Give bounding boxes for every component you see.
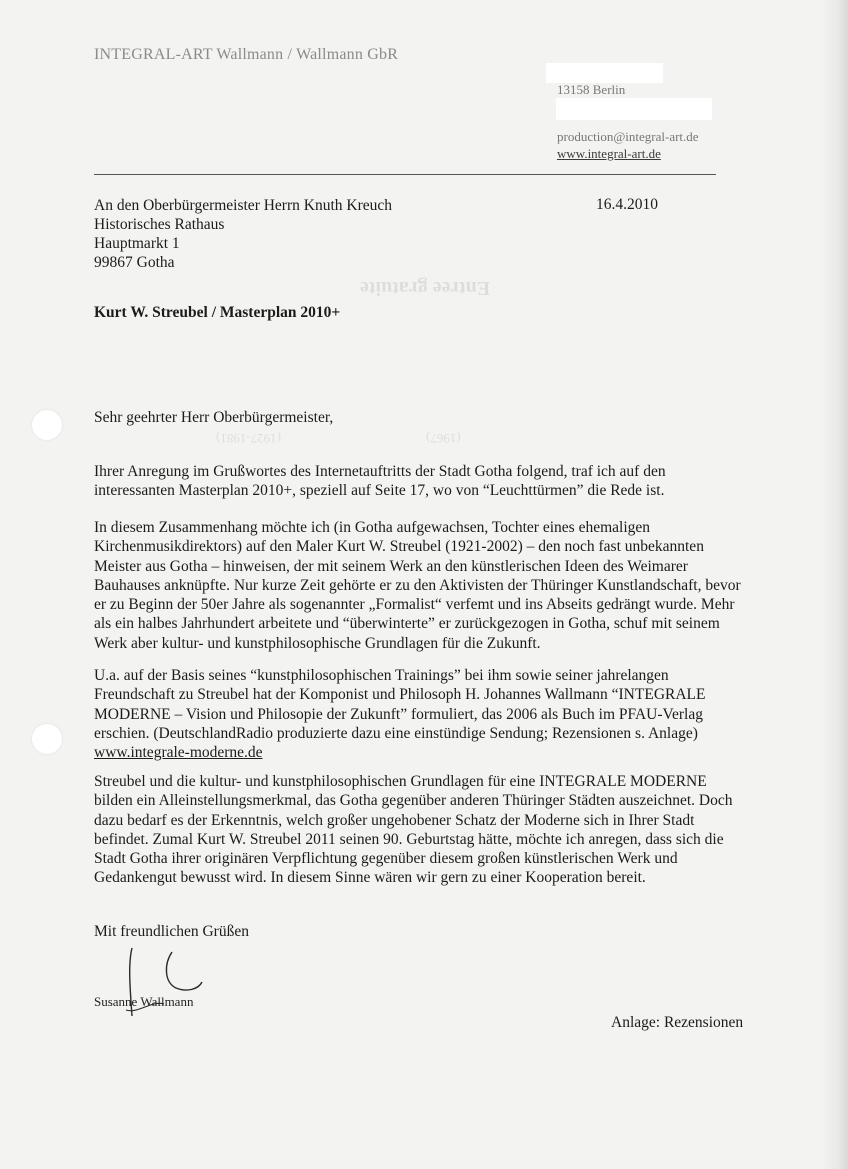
sender-city: 13158 Berlin (557, 82, 626, 97)
header-divider (94, 174, 716, 175)
letterhead-company: INTEGRAL-ART Wallmann / Wallmann GbR (94, 46, 399, 63)
redaction-box-phone (556, 98, 712, 120)
recipient-line: Hauptmarkt 1 (94, 235, 180, 252)
body-paragraph-2: In diesem Zusammenhang möchte ich (in Gotha aufgewachsen, Tochter eines ehemaligen Kirchenmusikdirektors) auf den Maler Kurt W. Streubel (1921-2002) – den noch fast unbekannten Meister aus Gotha – hinweisen, der mit seinem Werk an den künstlerischen Ideen des Weimarer Bauhauses anknüpfte. Nur kurze Zeit gehörte er zu den Aktivisten der Thüringer Kunstlandschaft, bevor er zu Beginn der 50er Jahre als sogenannter „Formalist“ verfemt und ins Abseits gedrängt wurde. Mehr als ein halbes Jahrhundert arbeitete und “überwinterte” er zurückgezogen in Gotha, schuf mit seinem Werk aber kultur- und kunstphilosophische Grundlagen für die Zukunft. (94, 519, 741, 652)
punch-hole-top (32, 410, 62, 440)
body-paragraph-4: Streubel und die kultur- und kunstphilosophischen Grundlagen für eine INTEGRALE MODERNE bilden ein Alleinstellungsmerkmal, das Gotha gegenüber anderen Thüringer Städten auszeichnet. Doch dazu bedarf es der Erkenntnis, welch großer ungehobener Schatz der Moderne sich in Ihrer Stadt befindet. Zumal Kurt W. Streubel 2011 seinen 90. Geburtstag hätte, möchte ich anregen, dass sich die Stadt Gotha ihrer originären Verpflichtung gegenüber diesem großen künstlerischen Werk und Gedankengut bewusst wird. In diesem Sinne wären wir gern zu einer Kooperation bereit. (94, 773, 733, 887)
integrale-moderne-link[interactable]: www.integrale-moderne.de (94, 744, 263, 762)
body-paragraph-3 (94, 666, 744, 762)
bleed-through-years-left: (1927-1981) (216, 431, 281, 446)
recipient-line: An den Oberbürgermeister Herrn Knuth Kreuch (94, 197, 392, 214)
recipient-line: Historisches Rathaus (94, 216, 225, 233)
closing-phrase: Mit freundlichen Grüßen (94, 923, 249, 940)
body-paragraph-3-text: U.a. auf der Basis seines “kunstphilosophischen Trainings” bei ihm sowie seiner jahrelangen Freundschaft zu Streubel hat der Komponist und Philosoph H. Johannes Wallmann “INTEGRALE MODERNE – Vision und Philosopie der Zukunft” formuliert, das 2006 als Buch im PFAU-Verlag erschien. (DeutschlandRadio produzierte dazu eine einstündige Sendung; Rezensionen s. Anlage) (94, 667, 706, 742)
signature-name: Susanne Wallmann (94, 994, 194, 1009)
letter-date: 16.4.2010 (596, 196, 658, 213)
redaction-box-street (546, 63, 663, 83)
body-paragraph-1: Ihrer Anregung im Grußwortes des Internetauftritts der Stadt Gotha folgend, traf ich auf den interessanten Masterplan 2010+, speziell auf Seite 17, wo von “Leuchttürmen” die Rede ist. (94, 463, 666, 500)
bleed-through-years-right: (1967) (426, 431, 461, 446)
handwritten-signature (118, 942, 228, 1022)
punch-hole-bottom (32, 724, 62, 754)
sender-website-link[interactable]: www.integral-art.de (557, 146, 661, 161)
bleed-through-heading: Entree gratuite (360, 277, 491, 299)
scan-shadow-edge (822, 0, 848, 1169)
salutation: Sehr geehrter Herr Oberbürgermeister, (94, 409, 334, 426)
recipient-line: 99867 Gotha (94, 254, 175, 271)
letter-subject: Kurt W. Streubel / Masterplan 2010+ (94, 304, 341, 321)
recipient-address (94, 196, 392, 272)
sender-email: production@integral-art.de (557, 129, 699, 144)
enclosure-note: Anlage: Rezensionen (611, 1014, 744, 1031)
